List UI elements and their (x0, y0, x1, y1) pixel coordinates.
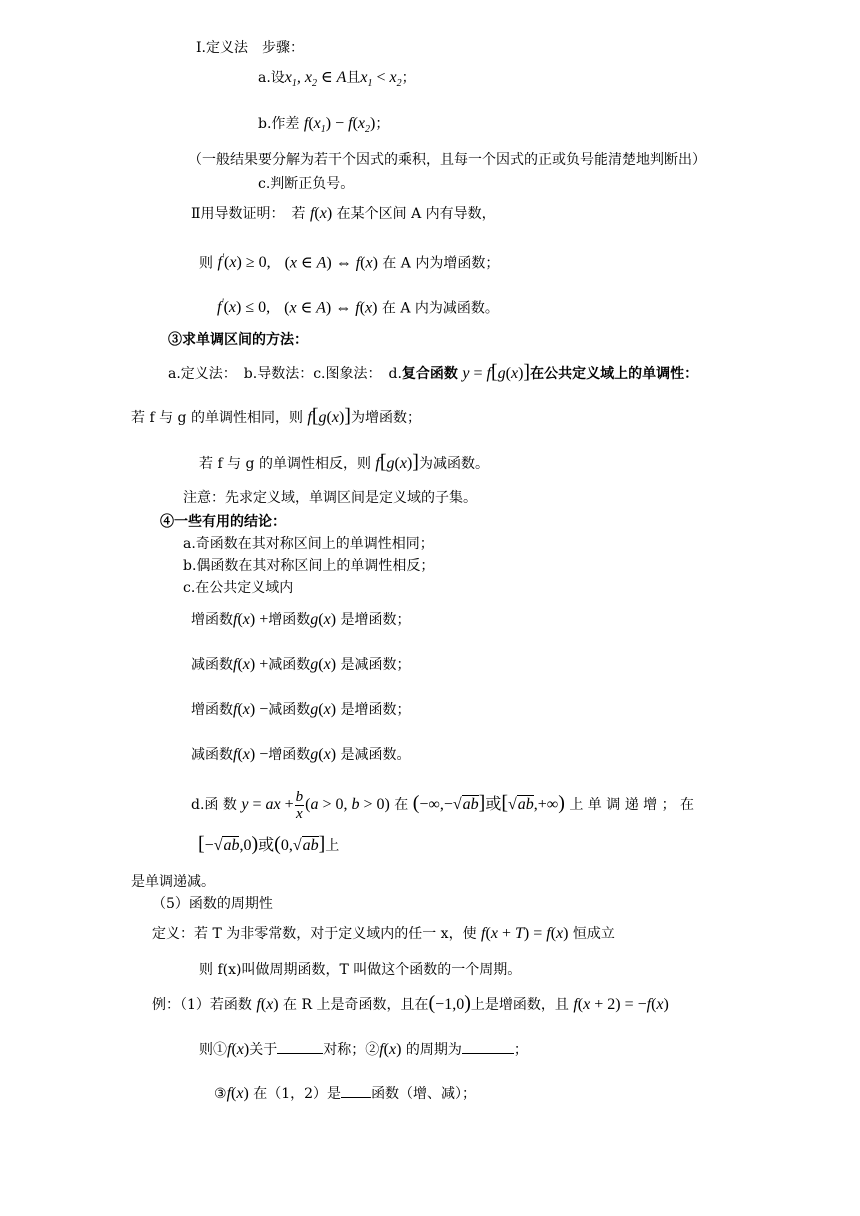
methods-list (168, 362, 698, 384)
text: b.偶函数在其对称区间上的单调性相反； (183, 558, 435, 574)
text: 上 (325, 838, 340, 854)
text: 增函数 (191, 702, 233, 718)
note-domain (183, 488, 477, 508)
section-definition-steps (196, 38, 304, 58)
formula: f'(x) ≤ 0, (217, 298, 271, 317)
conclusion-a (183, 534, 434, 554)
text: （一般结果要分解为若干个因式的乘积，且每一个因式的正或负号能清楚地判断出） (188, 152, 706, 168)
formula: g(x) (310, 611, 337, 628)
derivative-method (191, 204, 496, 224)
formula: f(x) (256, 996, 279, 1013)
formula: f(x) + (233, 611, 269, 628)
heading-useful-conclusions (160, 512, 286, 532)
text: a.设 (258, 70, 285, 86)
formula: $x_1$, $x_2$ ∈ A (284, 69, 347, 90)
formula: f'(x) ≥ 0, (217, 253, 271, 272)
rule-inc-plus-inc (191, 610, 410, 630)
step-c (258, 174, 354, 194)
formula: y = ax + (241, 796, 294, 813)
formula: f(x) (227, 1041, 250, 1058)
text: ④一些有用的结论： (160, 514, 286, 530)
formula: $f(x_1) - f(x_2)$ (303, 115, 376, 136)
hook-decreasing (131, 872, 215, 892)
formula: f(x) (226, 1085, 249, 1102)
text: ； (401, 70, 416, 86)
text: 减函数 (191, 747, 233, 763)
derivative-decreasing (217, 294, 499, 318)
formula: (a > 0, b > 0) (305, 796, 390, 813)
text: 若 f 与 g 的单调性相同，则 (131, 410, 303, 426)
formula: $x_1 < x_2$ (360, 69, 402, 90)
text: Ⅰ.定义法 步骤： (196, 40, 304, 56)
note-factor (188, 150, 706, 170)
formula: g(x) (310, 701, 337, 718)
formula: (x ∈ A) ⇔ f(x) (284, 299, 378, 317)
text: a.奇函数在其对称区间上的单调性相同； (183, 536, 434, 552)
text: 增函数 (191, 612, 233, 628)
text: 且 (346, 70, 361, 86)
answer-blank[interactable] (341, 1083, 371, 1098)
text: 是减函数； (340, 657, 411, 673)
formula: f(x) (309, 205, 333, 222)
text: 对称；② (323, 1042, 380, 1058)
rule-dec-minus-inc (191, 745, 410, 765)
example-1-q12 (199, 1039, 528, 1060)
formula: f[g(x)] (375, 451, 419, 473)
text: Ⅱ用导数证明： 若 (191, 206, 306, 222)
conclusion-c (183, 578, 293, 598)
text: 的周期为 (405, 1042, 462, 1058)
text: c.在公共定义域内 (183, 580, 294, 596)
text: a.定义法： b.导数法：c.图象法： d. (168, 366, 402, 382)
step-b (258, 114, 389, 140)
text: 则 f(x)叫做周期函数，T 叫做这个函数的一个周期。 (199, 962, 522, 978)
text: 在某个区间 A 内有导数， (336, 206, 496, 222)
text: 是减函数。 (340, 747, 411, 763)
heading-periodicity (152, 894, 273, 914)
formula: f(x) (379, 1041, 402, 1058)
text: ； (513, 1042, 528, 1058)
interval: [−√ab,0)或(0,√ab] (198, 833, 326, 855)
fraction: $\frac{b}{x}$ (295, 788, 304, 822)
formula: g(x) (310, 746, 337, 763)
text: 在（1，2）是 (253, 1086, 342, 1102)
conclusion-b (183, 556, 434, 576)
text: 函数（增、减）； (371, 1086, 477, 1102)
text: d.函 数 (191, 797, 237, 813)
text: 是单调递减。 (131, 874, 215, 890)
text: 上是增函数，且 (470, 997, 569, 1013)
text: 注意：先求定义域，单调区间是定义域的子集。 (183, 490, 477, 506)
composite-opposite (199, 452, 489, 474)
answer-blank[interactable] (277, 1039, 323, 1054)
answer-blank[interactable] (462, 1039, 514, 1054)
formula: g(x) (310, 656, 337, 673)
text: 则 (199, 255, 213, 272)
text: 增函数 (268, 747, 311, 763)
period-definition-cont (199, 960, 521, 980)
formula: f(x) + (233, 656, 269, 673)
formula: (x ∈ A) ⇔ f(x) (284, 254, 378, 272)
text: 若 f 与 g 的单调性相反，则 (199, 456, 371, 472)
text: 在 R 上是奇函数，且在 (283, 997, 429, 1013)
text: 定义：若 T 为非零常数，对于定义域内的任一 x，使 (152, 926, 477, 942)
text: ③ (214, 1086, 227, 1102)
formula: y = f[g(x)] (462, 361, 531, 383)
interval: (−1,0) (428, 992, 471, 1014)
text: 为减函数。 (418, 456, 489, 472)
text: 减函数 (191, 657, 233, 673)
rule-inc-minus-dec (191, 700, 410, 720)
period-definition (152, 924, 615, 944)
text: 在 A 内为减函数。 (381, 300, 499, 317)
hook-decreasing-interval (198, 834, 339, 856)
interval: (−∞,−√ab]或[√ab,+∞) (412, 792, 565, 814)
text: 关于 (249, 1042, 278, 1058)
text: ； (375, 116, 390, 132)
text: 减函数 (268, 657, 311, 673)
formula: f(x + 2) = −f(x) (573, 996, 669, 1013)
example-1 (152, 993, 669, 1015)
text: 在公共定义域上的单调性： (530, 366, 699, 382)
text: 复合函数 (401, 366, 458, 382)
heading-monotonic-intervals (168, 330, 308, 350)
text: c.判断正负号。 (258, 176, 355, 192)
text: b.作差 (258, 116, 300, 132)
text: ③求单调区间的方法： (168, 332, 308, 348)
text: 减函数 (268, 702, 311, 718)
formula: f[g(x)] (307, 405, 351, 427)
text: 上 单 调 递 增 ； 在 (569, 797, 695, 813)
text: 在 (394, 797, 409, 813)
text: 恒成立 (572, 926, 615, 942)
example-1-q3 (214, 1083, 476, 1104)
step-a (258, 68, 416, 94)
formula: f(x + T) = f(x) (481, 925, 569, 942)
text: 是增函数； (340, 612, 411, 628)
text: 为增函数； (350, 410, 421, 426)
text: 增函数 (268, 612, 311, 628)
text: 是增函数； (340, 702, 411, 718)
derivative-increasing (199, 249, 499, 273)
rule-dec-plus-dec (191, 655, 410, 675)
composite-same (131, 406, 421, 428)
text: 则① (199, 1042, 227, 1058)
text: （5）函数的周期性 (152, 896, 273, 912)
formula: f(x) − (233, 746, 269, 763)
formula: f(x) − (233, 701, 269, 718)
text: 例：（1）若函数 (152, 997, 252, 1013)
hook-function (191, 783, 694, 825)
text: 在 A 内为增函数； (382, 255, 500, 272)
